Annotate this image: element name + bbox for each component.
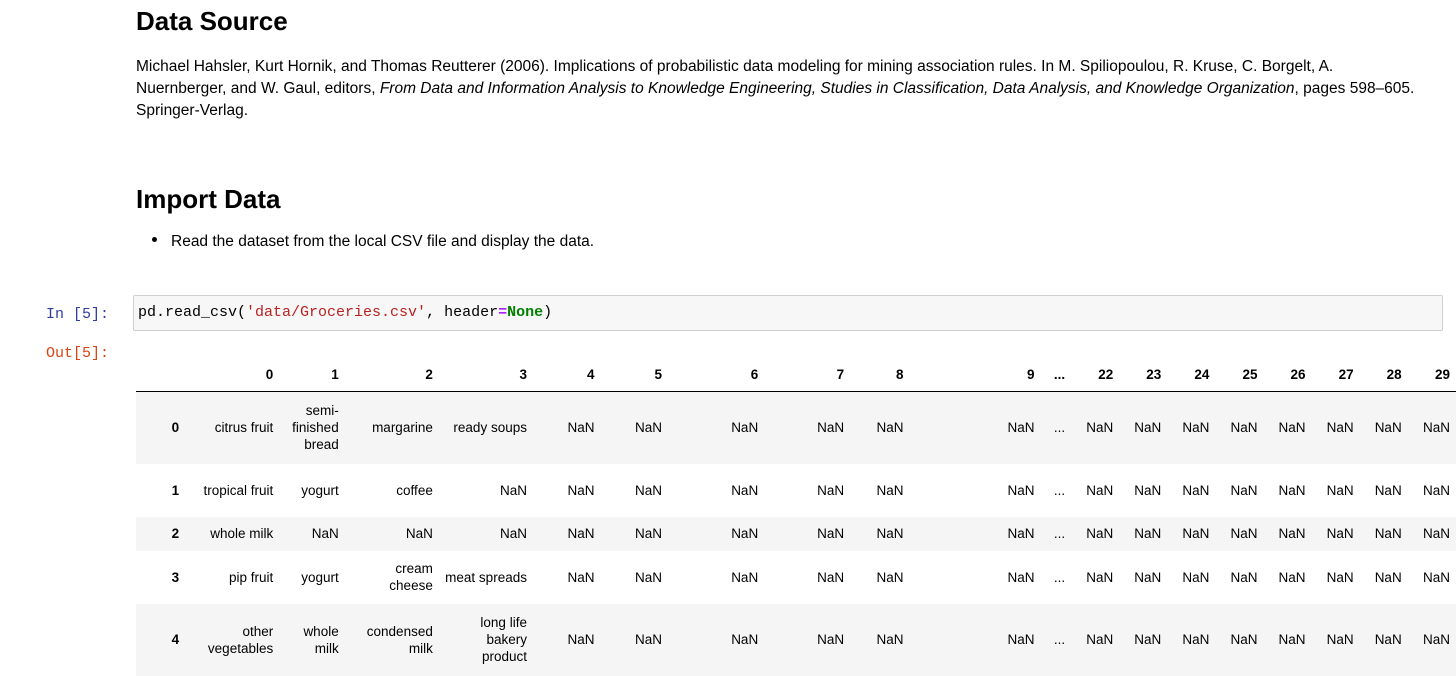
table-cell: NaN — [1086, 482, 1114, 498]
table-cell: NaN — [1230, 526, 1258, 541]
code-operator: = — [498, 304, 508, 321]
citation-italic-title: From Data and Information Analysis to Knowledge Engineering, Studies in Classification, Data Analysis, and Knowledge Organization — [379, 80, 1295, 97]
dataframe-table — [136, 357, 1456, 676]
table-cell: whole milk — [210, 526, 274, 541]
table-cell: NaN — [1182, 482, 1210, 498]
table-cell: ... — [1053, 526, 1066, 541]
table-cell: NaN — [635, 420, 663, 436]
table-cell: coffee — [396, 482, 433, 498]
table-cell: NaN — [876, 632, 904, 647]
table-cell: ... — [1053, 569, 1066, 585]
output-dataframe[interactable] — [136, 357, 1450, 664]
code-token: pd.read_csv( — [138, 304, 247, 321]
table-cell: NaN — [1134, 526, 1162, 541]
column-header: 22 — [1071, 357, 1119, 392]
citation-text-1: Michael Hahsler, Kurt Hornik, and Thomas Reutterer (2006). Implications of probabilistic data modeling for mining association rules. In M. Spiliopoulou, R. Kruse, C. Borgelt, A. Nuernberger, and W. Gaul, editors, — [136, 58, 1334, 97]
table-cell: NaN — [1374, 569, 1402, 585]
table-cell: NaN — [1182, 420, 1210, 436]
output-prompt: Out[5]: — [46, 345, 110, 362]
table-cell: NaN — [1374, 420, 1402, 436]
data-source-heading: Data Source — [136, 6, 288, 36]
table-cell: NaN — [876, 420, 904, 436]
table-cell: NaN — [1182, 632, 1210, 647]
table-cell: NaN — [817, 526, 845, 541]
column-header: 27 — [1312, 357, 1360, 392]
table-cell: NaN — [1326, 632, 1354, 647]
table-cell: NaN — [731, 420, 759, 436]
table-cell: NaN — [635, 632, 663, 647]
table-cell: NaN — [1422, 569, 1450, 585]
table-cell: NaN — [817, 482, 845, 498]
table-cell: NaN — [1230, 420, 1258, 436]
table-row — [136, 604, 1456, 676]
table-cell: NaN — [817, 632, 845, 647]
table-cell: ... — [1053, 632, 1066, 647]
table-cell: NaN — [731, 482, 759, 498]
column-header: 5 — [601, 357, 669, 392]
table-cell: NaN — [567, 526, 595, 541]
column-header: 29 — [1408, 357, 1456, 392]
table-cell: NaN — [1422, 420, 1450, 436]
table-cell: NaN — [1422, 632, 1450, 647]
row-index: 0 — [171, 420, 180, 436]
table-cell: NaN — [731, 632, 759, 647]
table-row — [136, 517, 1456, 551]
table-cell: NaN — [876, 526, 904, 541]
table-cell: NaN — [1374, 482, 1402, 498]
table-cell: NaN — [1007, 482, 1035, 498]
table-cell: NaN — [1134, 420, 1162, 436]
row-index: 3 — [171, 569, 180, 585]
import-data-heading: Import Data — [136, 184, 281, 214]
table-row — [136, 551, 1456, 604]
code-token: ) — [543, 304, 553, 321]
table-cell: NaN — [876, 569, 904, 585]
table-cell: ... — [1053, 482, 1066, 498]
table-cell: NaN — [1374, 632, 1402, 647]
table-cell: NaN — [1134, 569, 1162, 585]
column-header: 3 — [439, 357, 533, 392]
table-cell: NaN — [1374, 526, 1402, 541]
column-header: 2 — [345, 357, 439, 392]
row-index: 4 — [171, 632, 180, 647]
table-cell: citrus fruit — [214, 420, 274, 436]
table-cell: NaN — [405, 526, 433, 541]
table-cell: yogurt — [301, 569, 339, 585]
table-cell: NaN — [731, 526, 759, 541]
table-cell: cream cheese — [389, 561, 433, 593]
column-header: 4 — [533, 357, 601, 392]
table-cell: NaN — [1086, 632, 1114, 647]
table-cell: long life bakery product — [480, 615, 527, 664]
table-cell: NaN — [499, 526, 527, 541]
table-cell: NaN — [635, 526, 663, 541]
table-cell: NaN — [1007, 420, 1035, 436]
table-cell: NaN — [1278, 526, 1306, 541]
table-cell: NaN — [635, 482, 663, 498]
column-header: 28 — [1360, 357, 1408, 392]
table-cell: margarine — [372, 420, 433, 436]
table-cell: NaN — [1422, 526, 1450, 541]
code-string: 'data/Groceries.csv' — [246, 304, 427, 321]
table-cell: NaN — [1278, 632, 1306, 647]
table-cell: NaN — [1230, 569, 1258, 585]
table-cell: condensed milk — [366, 623, 433, 656]
table-cell: semi-finished bread — [292, 403, 339, 453]
table-cell: NaN — [1326, 482, 1354, 498]
table-cell: NaN — [567, 420, 595, 436]
column-header: 8 — [850, 357, 909, 392]
table-cell: ready soups — [453, 420, 527, 436]
code-token: , header — [426, 304, 499, 321]
code-keyword: None — [507, 304, 544, 321]
row-index: 2 — [171, 526, 180, 541]
table-cell: NaN — [635, 569, 663, 585]
table-cell: NaN — [311, 526, 339, 541]
bullet-item — [152, 233, 594, 251]
bullet-text: Read the dataset from the local CSV file and display the data. — [171, 233, 595, 250]
table-cell: yogurt — [301, 482, 339, 498]
column-header: 7 — [764, 357, 850, 392]
column-header: ... — [1040, 357, 1071, 392]
table-cell: NaN — [1278, 420, 1306, 436]
table-cell: NaN — [1007, 526, 1035, 541]
table-cell: NaN — [1230, 632, 1258, 647]
table-cell: NaN — [1007, 569, 1035, 585]
table-cell: NaN — [1134, 482, 1162, 498]
table-cell: NaN — [1230, 482, 1258, 498]
table-cell: NaN — [1086, 420, 1114, 436]
column-header: 1 — [279, 357, 344, 392]
table-row — [136, 464, 1456, 517]
table-cell: whole milk — [303, 623, 339, 656]
code-input-cell[interactable] — [133, 295, 1443, 331]
table-cell: NaN — [731, 569, 759, 585]
index-header — [136, 357, 185, 392]
table-cell: meat spreads — [445, 569, 527, 585]
table-cell: NaN — [1134, 632, 1162, 647]
table-header-row — [136, 357, 1456, 392]
table-cell: NaN — [1422, 482, 1450, 498]
input-prompt: In [5]: — [46, 306, 110, 323]
citation-paragraph — [136, 56, 1416, 122]
table-cell: NaN — [1326, 569, 1354, 585]
column-header: 24 — [1167, 357, 1215, 392]
table-cell: pip fruit — [228, 569, 274, 585]
table-cell: NaN — [1007, 632, 1035, 647]
bullet-dot-icon — [152, 237, 157, 242]
table-cell: NaN — [1278, 569, 1306, 585]
column-header: 25 — [1215, 357, 1263, 392]
column-header: 0 — [185, 357, 279, 392]
table-row — [136, 392, 1456, 464]
table-cell: NaN — [1086, 526, 1114, 541]
table-cell: NaN — [1326, 420, 1354, 436]
table-cell: NaN — [817, 420, 845, 436]
table-body — [136, 392, 1456, 676]
table-cell: NaN — [499, 482, 527, 498]
column-header: 6 — [668, 357, 764, 392]
row-index: 1 — [171, 482, 180, 498]
table-cell: NaN — [876, 482, 904, 498]
table-cell: tropical fruit — [203, 482, 274, 498]
citation-text-2: , pages 598–605. Springer-Verlag. — [136, 80, 1415, 119]
table-cell: NaN — [567, 569, 595, 585]
table-cell: NaN — [1182, 526, 1210, 541]
column-header: 26 — [1263, 357, 1311, 392]
table-cell: NaN — [1278, 482, 1306, 498]
table-cell: NaN — [817, 569, 845, 585]
table-cell: NaN — [1086, 569, 1114, 585]
table-cell: NaN — [1326, 526, 1354, 541]
table-cell: NaN — [1182, 569, 1210, 585]
column-header: 23 — [1119, 357, 1167, 392]
table-cell: NaN — [567, 482, 595, 498]
table-cell: other vegetables — [207, 623, 274, 656]
column-header: 9 — [910, 357, 1041, 392]
table-cell: ... — [1053, 420, 1066, 436]
table-cell: NaN — [567, 632, 595, 647]
